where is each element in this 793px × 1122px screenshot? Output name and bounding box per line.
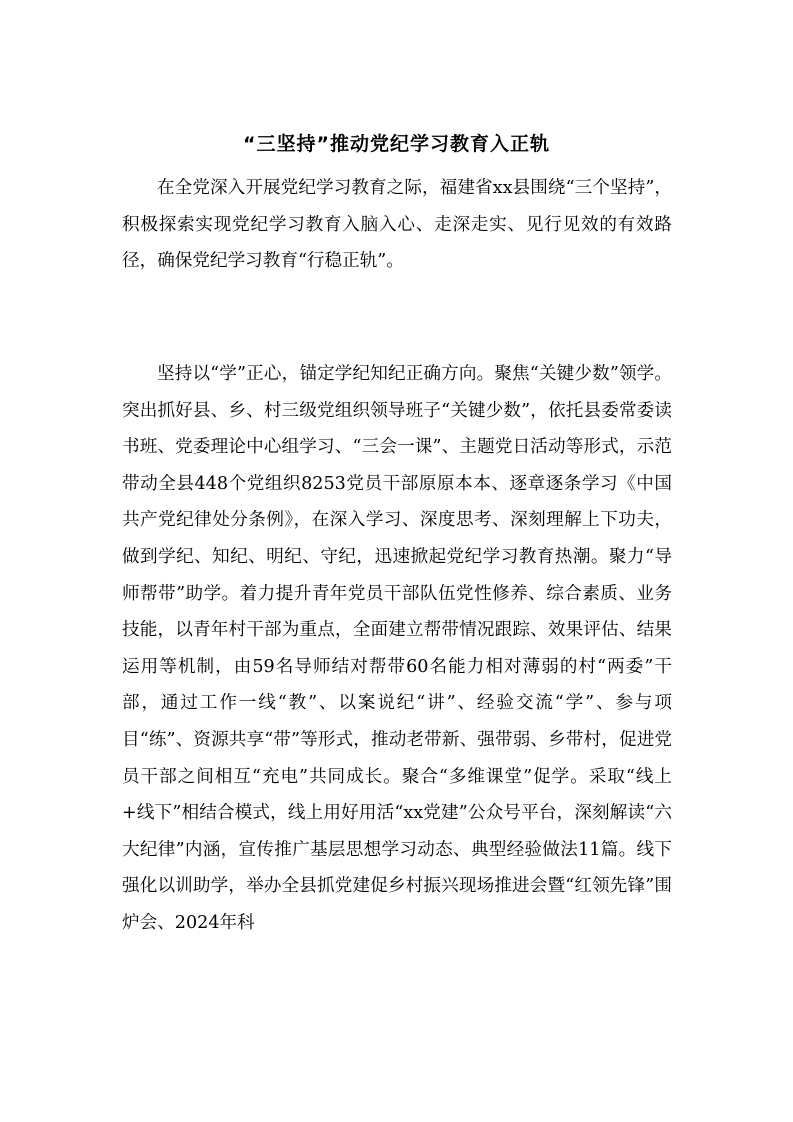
paragraph-intro: 在全党深入开展党纪学习教育之际，福建省xx县围绕“三个坚持”，积极探索实现党纪学习教育入脑入心、走深走实、见行见效的有效路径，确保党纪学习教育“行稳正轨”。	[122, 178, 672, 272]
paragraph-learning: 坚持以“学”正心，锚定学纪知纪正确方向。聚焦“关键少数”领学。突出抓好县、乡、村三级党组织领导班子“关键少数”，依托县委常委读书班、党委理论中心组学习、“三会一课”、主题党日活动等形式，示范带动全县448个党组织8253党员干部原原本本、逐章逐条学习《中国共产党纪律处分条例》，在深入学习、深度思考、深刻理解上下功夫，做到学纪、知纪、明纪、守纪，迅速掀起党纪学习教育热潮。聚力“导师帮带”助学。着力提升青年党员干部队伍党性修养、综合素质、业务技能，以青年村干部为重点，全面建立帮带情况跟踪、效果评估、结果运用等机制，由59名导师结对帮带60名能力相对薄弱的村“两委”干部，通过工作一线“教”、以案说纪“讲”、经验交流“学”、参与项目“练”、资源共享“带”等形式，推动老带新、强带弱、乡带村，促进党员干部之间相互“充电”共同成长。聚合“多维课堂”促学。采取“线上+线下”相结合模式，线上用好用活“xx党建”公众号平台，深刻解读“六大纪律”内涵，宣传推广基层思想学习动态、典型经验做法11篇。线下强化以训助学，举办全县抓党建促乡村振兴现场推进会暨“红领先锋”围炉会、2024年科	[122, 364, 672, 933]
document-title: “三坚持”推动党纪学习教育入正轨	[243, 133, 550, 155]
